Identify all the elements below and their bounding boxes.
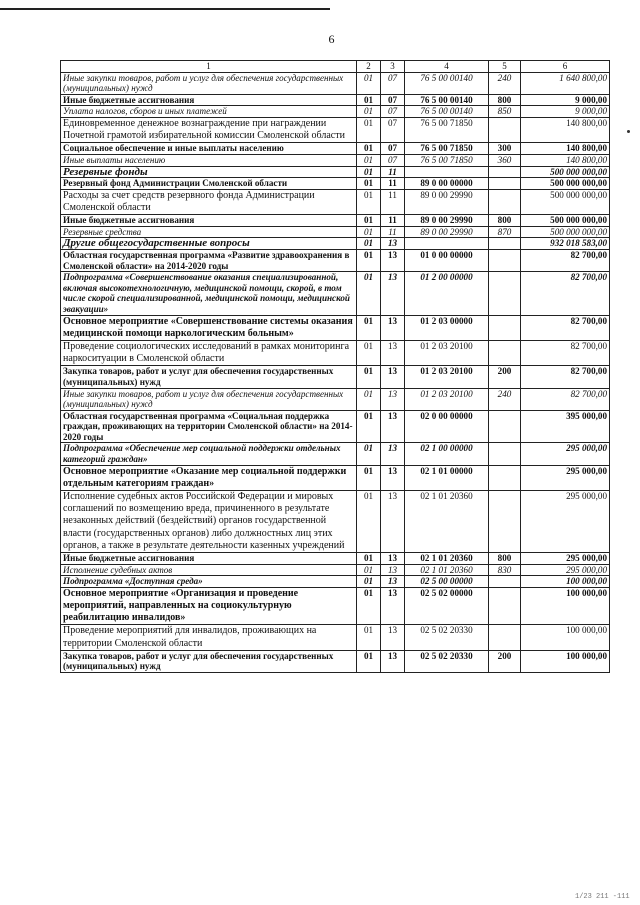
table-row bbox=[61, 443, 610, 465]
scan-mark bbox=[627, 130, 630, 133]
table-row bbox=[61, 465, 610, 490]
row-amount-cell: 82 700,00 bbox=[521, 272, 610, 315]
row-section-cell: 01 bbox=[357, 143, 381, 155]
row-name-cell: Основное мероприятие «Совершенствование системы оказания медицинской помощи наркологическим больным» bbox=[61, 315, 357, 340]
row-section-cell: 01 bbox=[357, 625, 381, 650]
row-expense-type-cell: 200 bbox=[489, 650, 521, 672]
row-target-article-cell: 76 5 00 71850 bbox=[405, 143, 489, 155]
row-name-cell: Иные закупки товаров, работ и услуг для обеспечения государственных (муниципальных) нужд bbox=[61, 388, 357, 410]
row-section-cell: 01 bbox=[357, 443, 381, 465]
table-row bbox=[61, 410, 610, 443]
row-subsection-cell: 07 bbox=[381, 117, 405, 142]
row-subsection-cell: 07 bbox=[381, 94, 405, 106]
row-section-cell: 01 bbox=[357, 272, 381, 315]
table-row bbox=[61, 143, 610, 155]
row-subsection-cell: 13 bbox=[381, 249, 405, 271]
row-target-article-cell: 76 5 00 00140 bbox=[405, 94, 489, 106]
row-expense-type-cell: 800 bbox=[489, 215, 521, 227]
row-amount-cell: 500 000 000,00 bbox=[521, 226, 610, 238]
row-subsection-cell: 13 bbox=[381, 576, 405, 588]
row-subsection-cell: 07 bbox=[381, 154, 405, 166]
row-name-cell: Расходы за счет средств резервного фонда Администрации Смоленской области bbox=[61, 189, 357, 214]
row-subsection-cell: 11 bbox=[381, 226, 405, 238]
row-expense-type-cell: 360 bbox=[489, 154, 521, 166]
row-target-article-cell: 89 0 00 00000 bbox=[405, 178, 489, 190]
row-target-article-cell: 02 5 02 20330 bbox=[405, 650, 489, 672]
row-expense-type-cell: 850 bbox=[489, 106, 521, 118]
row-expense-type-cell bbox=[489, 117, 521, 142]
row-amount-cell: 500 000 000,00 bbox=[521, 215, 610, 227]
row-amount-cell: 82 700,00 bbox=[521, 249, 610, 271]
row-expense-type-cell bbox=[489, 491, 521, 553]
row-target-article-cell: 01 2 03 20100 bbox=[405, 388, 489, 410]
row-name-cell: Иные выплаты населению bbox=[61, 154, 357, 166]
table-row bbox=[61, 388, 610, 410]
row-name-cell: Закупка товаров, работ и услуг для обеспечения государственных (муниципальных) нужд bbox=[61, 650, 357, 672]
row-expense-type-cell bbox=[489, 443, 521, 465]
row-target-article-cell: 76 5 00 00140 bbox=[405, 106, 489, 118]
row-name-cell: Иные бюджетные ассигнования bbox=[61, 215, 357, 227]
row-subsection-cell: 13 bbox=[381, 410, 405, 443]
row-amount-cell: 500 000 000,00 bbox=[521, 178, 610, 190]
row-amount-cell: 82 700,00 bbox=[521, 340, 610, 365]
row-name-cell: Основное мероприятие «Оказание мер социальной поддержки отдельным категориям граждан» bbox=[61, 465, 357, 490]
row-name-cell: Резервные средства bbox=[61, 226, 357, 238]
table-row bbox=[61, 72, 610, 94]
row-section-cell: 01 bbox=[357, 226, 381, 238]
row-name-cell: Иные закупки товаров, работ и услуг для обеспечения государственных (муниципальных) нужд bbox=[61, 72, 357, 94]
row-expense-type-cell bbox=[489, 272, 521, 315]
row-name-cell: Подпрограмма «Обеспечение мер социальной поддержки отдельных категорий граждан» bbox=[61, 443, 357, 465]
row-amount-cell: 295 000,00 bbox=[521, 443, 610, 465]
row-subsection-cell: 11 bbox=[381, 189, 405, 214]
row-target-article-cell: 76 5 00 71850 bbox=[405, 117, 489, 142]
row-expense-type-cell: 800 bbox=[489, 94, 521, 106]
col-header-3: 3 bbox=[381, 61, 405, 73]
row-section-cell: 01 bbox=[357, 215, 381, 227]
row-subsection-cell: 13 bbox=[381, 491, 405, 553]
budget-table bbox=[60, 60, 610, 673]
row-expense-type-cell bbox=[489, 178, 521, 190]
row-name-cell: Областная государственная программа «Социальная поддержка граждан, проживающих на территории Смоленской области» на 2014-2020 годы bbox=[61, 410, 357, 443]
row-target-article-cell: 01 2 00 00000 bbox=[405, 272, 489, 315]
row-amount-cell: 140 800,00 bbox=[521, 143, 610, 155]
row-section-cell: 01 bbox=[357, 315, 381, 340]
row-target-article-cell: 02 0 00 00000 bbox=[405, 410, 489, 443]
row-target-article-cell: 02 1 00 00000 bbox=[405, 443, 489, 465]
row-amount-cell: 295 000,00 bbox=[521, 564, 610, 576]
table-row bbox=[61, 215, 610, 227]
row-section-cell: 01 bbox=[357, 465, 381, 490]
row-amount-cell: 82 700,00 bbox=[521, 366, 610, 388]
row-subsection-cell: 11 bbox=[381, 215, 405, 227]
row-target-article-cell: 02 1 01 20360 bbox=[405, 491, 489, 553]
row-amount-cell: 500 000 000,00 bbox=[521, 166, 610, 178]
row-amount-cell: 140 800,00 bbox=[521, 117, 610, 142]
table-row bbox=[61, 166, 610, 178]
row-subsection-cell: 13 bbox=[381, 340, 405, 365]
row-expense-type-cell bbox=[489, 410, 521, 443]
row-target-article-cell: 02 1 01 20360 bbox=[405, 553, 489, 565]
table-row bbox=[61, 340, 610, 365]
row-section-cell: 01 bbox=[357, 491, 381, 553]
row-section-cell: 01 bbox=[357, 650, 381, 672]
table-row bbox=[61, 178, 610, 190]
row-section-cell: 01 bbox=[357, 249, 381, 271]
row-amount-cell: 295 000,00 bbox=[521, 553, 610, 565]
row-subsection-cell: 13 bbox=[381, 625, 405, 650]
row-expense-type-cell: 240 bbox=[489, 72, 521, 94]
row-name-cell: Уплата налогов, сборов и иных платежей bbox=[61, 106, 357, 118]
row-expense-type-cell: 200 bbox=[489, 366, 521, 388]
row-subsection-cell: 13 bbox=[381, 238, 405, 250]
row-target-article-cell: 02 1 01 20360 bbox=[405, 564, 489, 576]
row-target-article-cell: 01 0 00 00000 bbox=[405, 249, 489, 271]
top-rule bbox=[0, 8, 330, 10]
row-expense-type-cell: 300 bbox=[489, 143, 521, 155]
col-header-2: 2 bbox=[357, 61, 381, 73]
row-target-article-cell: 01 2 03 00000 bbox=[405, 315, 489, 340]
row-expense-type-cell bbox=[489, 189, 521, 214]
row-target-article-cell: 89 0 00 29990 bbox=[405, 215, 489, 227]
row-target-article-cell bbox=[405, 238, 489, 250]
row-name-cell: Иные бюджетные ассигнования bbox=[61, 553, 357, 565]
table-row bbox=[61, 226, 610, 238]
row-amount-cell: 295 000,00 bbox=[521, 465, 610, 490]
row-name-cell: Основное мероприятие «Организация и проведение мероприятий, направленных на социокультурную реабилитацию инвалидов» bbox=[61, 587, 357, 625]
row-amount-cell: 9 000,00 bbox=[521, 106, 610, 118]
table-row bbox=[61, 650, 610, 672]
row-subsection-cell: 07 bbox=[381, 72, 405, 94]
page-number: 6 bbox=[328, 32, 335, 46]
row-section-cell: 01 bbox=[357, 166, 381, 178]
row-target-article-cell: 02 5 00 00000 bbox=[405, 576, 489, 588]
row-target-article-cell: 02 1 01 00000 bbox=[405, 465, 489, 490]
row-section-cell: 01 bbox=[357, 366, 381, 388]
row-name-cell: Иные бюджетные ассигнования bbox=[61, 94, 357, 106]
row-expense-type-cell: 800 bbox=[489, 553, 521, 565]
row-amount-cell: 82 700,00 bbox=[521, 315, 610, 340]
table-row bbox=[61, 249, 610, 271]
row-subsection-cell: 13 bbox=[381, 388, 405, 410]
table-row bbox=[61, 315, 610, 340]
row-name-cell: Резервный фонд Администрации Смоленской области bbox=[61, 178, 357, 190]
row-name-cell: Исполнение судебных актов Российской Федерации и мировых соглашений по возмещению вреда, причиненного в результате незаконных действий (бездействий) органов государственной власти (государственных органов) либо должностных лиц этих органов, а также в результате деятельности казенных учреждений bbox=[61, 491, 357, 553]
col-header-4: 4 bbox=[405, 61, 489, 73]
row-subsection-cell: 13 bbox=[381, 553, 405, 565]
table-row bbox=[61, 625, 610, 650]
table-row bbox=[61, 553, 610, 565]
row-subsection-cell: 13 bbox=[381, 272, 405, 315]
table-row bbox=[61, 94, 610, 106]
row-name-cell: Подпрограмма «Доступная среда» bbox=[61, 576, 357, 588]
corner-mark: 1/23 211 -111 bbox=[575, 893, 630, 901]
row-amount-cell: 500 000 000,00 bbox=[521, 189, 610, 214]
row-amount-cell: 9 000,00 bbox=[521, 94, 610, 106]
row-section-cell: 01 bbox=[357, 117, 381, 142]
col-header-5: 5 bbox=[489, 61, 521, 73]
row-name-cell: Социальное обеспечение и иные выплаты населению bbox=[61, 143, 357, 155]
col-header-1: 1 bbox=[61, 61, 357, 73]
row-name-cell: Областная государственная программа «Развитие здравоохранения в Смоленской области» на 2014-2020 годы bbox=[61, 249, 357, 271]
row-expense-type-cell bbox=[489, 625, 521, 650]
table-row bbox=[61, 576, 610, 588]
row-section-cell: 01 bbox=[357, 340, 381, 365]
row-section-cell: 01 bbox=[357, 189, 381, 214]
table-row bbox=[61, 587, 610, 625]
table-row bbox=[61, 238, 610, 250]
row-expense-type-cell bbox=[489, 340, 521, 365]
row-subsection-cell: 07 bbox=[381, 143, 405, 155]
row-subsection-cell: 11 bbox=[381, 178, 405, 190]
table-row bbox=[61, 564, 610, 576]
table-row bbox=[61, 272, 610, 315]
row-name-cell: Исполнение судебных актов bbox=[61, 564, 357, 576]
row-amount-cell: 100 000,00 bbox=[521, 625, 610, 650]
table-row bbox=[61, 491, 610, 553]
row-amount-cell: 932 018 583,00 bbox=[521, 238, 610, 250]
row-section-cell: 01 bbox=[357, 106, 381, 118]
table-row bbox=[61, 154, 610, 166]
table-row bbox=[61, 106, 610, 118]
row-name-cell: Резервные фонды bbox=[61, 166, 357, 178]
row-target-article-cell: 89 0 00 29990 bbox=[405, 226, 489, 238]
row-section-cell: 01 bbox=[357, 410, 381, 443]
row-section-cell: 01 bbox=[357, 576, 381, 588]
row-amount-cell: 100 000,00 bbox=[521, 587, 610, 625]
row-amount-cell: 140 800,00 bbox=[521, 154, 610, 166]
row-target-article-cell bbox=[405, 166, 489, 178]
col-header-6: 6 bbox=[521, 61, 610, 73]
row-subsection-cell: 13 bbox=[381, 587, 405, 625]
row-name-cell: Единовременное денежное вознаграждение при награждении Почетной грамотой избирательной комиссии Смоленской области bbox=[61, 117, 357, 142]
row-target-article-cell: 01 2 03 20100 bbox=[405, 340, 489, 365]
table-row bbox=[61, 189, 610, 214]
row-subsection-cell: 13 bbox=[381, 465, 405, 490]
row-expense-type-cell: 240 bbox=[489, 388, 521, 410]
row-subsection-cell: 13 bbox=[381, 443, 405, 465]
row-expense-type-cell: 830 bbox=[489, 564, 521, 576]
row-target-article-cell: 76 5 00 71850 bbox=[405, 154, 489, 166]
row-subsection-cell: 13 bbox=[381, 366, 405, 388]
row-target-article-cell: 76 5 00 00140 bbox=[405, 72, 489, 94]
row-name-cell: Проведение социологических исследований в рамках мониторинга наркоситуации в Смоленской области bbox=[61, 340, 357, 365]
row-subsection-cell: 07 bbox=[381, 106, 405, 118]
row-amount-cell: 100 000,00 bbox=[521, 650, 610, 672]
row-amount-cell: 100 000,00 bbox=[521, 576, 610, 588]
row-target-article-cell: 89 0 00 29990 bbox=[405, 189, 489, 214]
row-expense-type-cell bbox=[489, 249, 521, 271]
row-section-cell: 01 bbox=[357, 564, 381, 576]
row-name-cell: Подпрограмма «Совершенствование оказания специализированной, включая высокотехнологичную, медицинской помощи, скорой, в том числе скорой специализированной, медицинской помощи, медицинской эвакуации» bbox=[61, 272, 357, 315]
row-expense-type-cell bbox=[489, 465, 521, 490]
row-target-article-cell: 02 5 02 00000 bbox=[405, 587, 489, 625]
row-expense-type-cell bbox=[489, 166, 521, 178]
row-section-cell: 01 bbox=[357, 72, 381, 94]
row-name-cell: Проведение мероприятий для инвалидов, проживающих на территории Смоленской области bbox=[61, 625, 357, 650]
row-expense-type-cell: 870 bbox=[489, 226, 521, 238]
row-expense-type-cell bbox=[489, 576, 521, 588]
row-section-cell: 01 bbox=[357, 553, 381, 565]
row-amount-cell: 295 000,00 bbox=[521, 491, 610, 553]
row-subsection-cell: 13 bbox=[381, 315, 405, 340]
table-row bbox=[61, 117, 610, 142]
row-subsection-cell: 13 bbox=[381, 564, 405, 576]
row-section-cell: 01 bbox=[357, 154, 381, 166]
row-section-cell: 01 bbox=[357, 178, 381, 190]
row-section-cell: 01 bbox=[357, 388, 381, 410]
row-amount-cell: 82 700,00 bbox=[521, 388, 610, 410]
row-subsection-cell: 11 bbox=[381, 166, 405, 178]
row-target-article-cell: 02 5 02 20330 bbox=[405, 625, 489, 650]
row-name-cell: Закупка товаров, работ и услуг для обеспечения государственных (муниципальных) нужд bbox=[61, 366, 357, 388]
table-row bbox=[61, 366, 610, 388]
row-expense-type-cell bbox=[489, 315, 521, 340]
row-target-article-cell: 01 2 03 20100 bbox=[405, 366, 489, 388]
row-section-cell: 01 bbox=[357, 238, 381, 250]
row-section-cell: 01 bbox=[357, 587, 381, 625]
row-expense-type-cell bbox=[489, 238, 521, 250]
table-header-row bbox=[61, 61, 610, 73]
row-name-cell: Другие общегосударственные вопросы bbox=[61, 238, 357, 250]
row-amount-cell: 395 000,00 bbox=[521, 410, 610, 443]
row-section-cell: 01 bbox=[357, 94, 381, 106]
row-amount-cell: 1 640 800,00 bbox=[521, 72, 610, 94]
row-expense-type-cell bbox=[489, 587, 521, 625]
row-subsection-cell: 13 bbox=[381, 650, 405, 672]
